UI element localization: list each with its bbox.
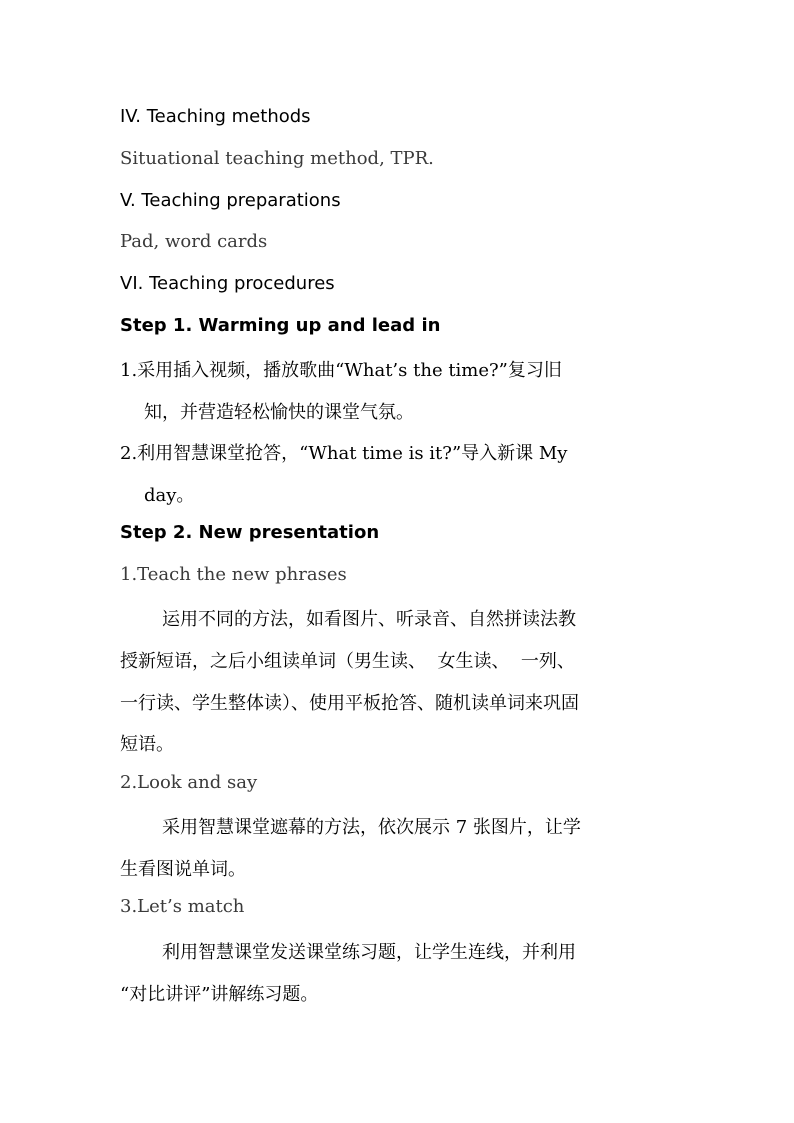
step2-sub1-paragraph-line3: 一行读、学生整体读）、使用平板抢答、随机读单词来巩固 <box>120 693 579 714</box>
step1-item1-line2: 知，并营造轻松愉快的课堂气氛。 <box>144 402 414 423</box>
step2-sub2-title: 2.Look and say <box>120 772 258 793</box>
step2-sub3-paragraph-line1: 利用智慧课堂发送课堂练习题，让学生连线，并利用 <box>162 942 576 963</box>
section-iv-body: Situational teaching method, TPR. <box>120 148 434 169</box>
section-vi-heading: VI. Teaching procedures <box>120 273 335 294</box>
step1-item1-line1: 1.采用插入视频，播放歌曲“What’s the time?”复习旧 <box>120 360 562 381</box>
step1-heading: Step 1. Warming up and lead in <box>120 315 441 336</box>
section-iv-heading: IV. Teaching methods <box>120 106 311 127</box>
section-v-heading: V. Teaching preparations <box>120 190 341 211</box>
step2-sub2-paragraph-line1: 采用智慧课堂遮幕的方法，依次展示 7 张图片，让学 <box>162 817 581 838</box>
step2-sub1-paragraph-line2: 授新短语，之后小组读单词（男生读、 女生读、 一列、 <box>120 651 575 672</box>
step1-item2-line1: 2.利用智慧课堂抢答，“What time is it?”导入新课 My <box>120 443 568 464</box>
step2-sub3-title: 3.Let’s match <box>120 896 245 917</box>
step2-heading: Step 2. New presentation <box>120 522 380 543</box>
step2-sub3-paragraph-line2: “对比讲评”讲解练习题。 <box>120 984 319 1005</box>
step2-sub1-title: 1.Teach the new phrases <box>120 564 347 585</box>
step2-sub1-paragraph-line1: 运用不同的方法，如看图片、听录音、自然拼读法教 <box>162 609 576 630</box>
section-v-body: Pad, word cards <box>120 231 268 252</box>
step2-sub1-paragraph-line4: 短语。 <box>120 734 174 755</box>
step1-item2-line2: day。 <box>144 485 195 506</box>
step2-sub2-paragraph-line2: 生看图说单词。 <box>120 859 246 880</box>
